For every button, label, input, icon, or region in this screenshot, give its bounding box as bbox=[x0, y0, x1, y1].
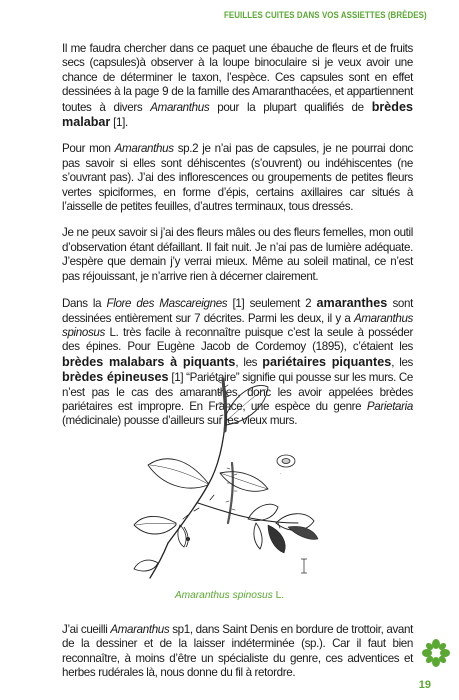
text-run: [1] seulement 2 bbox=[227, 297, 317, 311]
text-run: Il me faudra chercher dans ce paquet une ébauche de fleurs et de fruits secs (capsules)à observer à la loupe binoculaire si je veux avoir une chance de déterminer le taxon, l’espèce. Ces capsules sont en effet dessinées à la page 9 de la famille des Amaranthacées, et appartiennent toutes à divers bbox=[62, 42, 413, 114]
caption-species: Amaranthus spinosus bbox=[174, 590, 273, 601]
bold-term: brèdes malabars à piquants bbox=[62, 354, 236, 369]
figure-caption bbox=[0, 590, 459, 601]
botanical-illustration bbox=[128, 373, 338, 588]
text-run: Dans la bbox=[62, 297, 107, 311]
italic-term: Amaranthus bbox=[150, 100, 210, 114]
text-run: pour la plupart qualifiés de bbox=[209, 100, 372, 114]
italic-term: Amaranthus bbox=[110, 623, 170, 636]
text-run: Pour mon bbox=[62, 142, 115, 156]
paragraph-2 bbox=[62, 142, 413, 214]
text-run: sp1, dans Saint Denis en bordure de trottoir, avant de la dessiner et de la laisser indéterminée (sp.). Car il faut bien reconnaître, à moins d’être un spécialiste du genre, ces adventices et herbes rudérales là, nous donne du fil à retordre. bbox=[62, 623, 413, 680]
italic-term: Amaranthus bbox=[114, 142, 174, 156]
text-run: Je ne peux savoir si j’ai des fleurs mâles ou des fleurs femelles, mon outil d’observation étant défaillant. Il fait nuit. Je n’ai pas de lumière adéquate. J’espère que demain j’y verrai mieux. Même au soleil matinal, ce n’est pas réjouissant, je n’arrive rien à décerner clairement. bbox=[62, 226, 413, 283]
caption-author: L. bbox=[272, 590, 285, 601]
text-run: J’ai cueilli bbox=[62, 623, 111, 636]
text-run: , les bbox=[235, 355, 263, 369]
paragraph-3 bbox=[62, 226, 413, 284]
bold-term: pariétaires piquantes bbox=[262, 354, 392, 369]
bold-term: amaranthes bbox=[316, 296, 388, 311]
paragraph-1 bbox=[62, 42, 413, 130]
italic-term: Amaranthus spinosus bbox=[62, 311, 413, 339]
bold-term: brèdes épineuses bbox=[62, 370, 169, 385]
amaranthus-drawing bbox=[128, 373, 338, 588]
text-run: (médicinale) pousse d’ailleurs sur les vieux murs. bbox=[62, 414, 298, 428]
text-run: sont dessinées entièrement sur 7 décrites. Parmi les deux, il y a bbox=[62, 297, 413, 325]
italic-term: Parietaria bbox=[366, 399, 413, 413]
body-text-lower bbox=[62, 623, 413, 693]
text-run: [1]. bbox=[110, 116, 128, 130]
paragraph-5 bbox=[62, 623, 413, 681]
bold-term: brèdes malabar bbox=[62, 99, 413, 130]
running-header: FEUILLES CUITES DANS VOS ASSIETTES (BRÈDES) bbox=[224, 10, 427, 20]
flower-icon bbox=[421, 638, 451, 668]
page-number: 19 bbox=[418, 679, 431, 691]
text-run: sp.2 je n’ai pas de capsules, je ne pourrai donc pas savoir si elles sont déhiscentes (s’ouvrent) ou indéhiscentes (ne s’ouvrant pas). J’ai des inflorescences ou groupements de petites fleurs vertes spiciformes, en forme d’épis, certains axillaires car situés à l’aisselle de petites feuilles, d’autres terminaux, tous dressés. bbox=[62, 142, 413, 214]
text-run: , les bbox=[391, 355, 413, 369]
italic-term: Flore des Mascareignes bbox=[106, 297, 228, 311]
text-run: [1] “Pariétaire” signifie qui pousse sur les murs. Ce n’est pas le cas des amaranthes, donc les avoir appelées brèdes pariétaires est impropre. En France, une espèce du genre bbox=[62, 371, 414, 413]
svg-text:·: · bbox=[280, 471, 282, 477]
text-run: L. très facile à reconnaître puisque c’est la seule à posséder des épines. Pour Eugène Jacob de Cordemoy (1895), c’étaient les bbox=[62, 325, 413, 354]
